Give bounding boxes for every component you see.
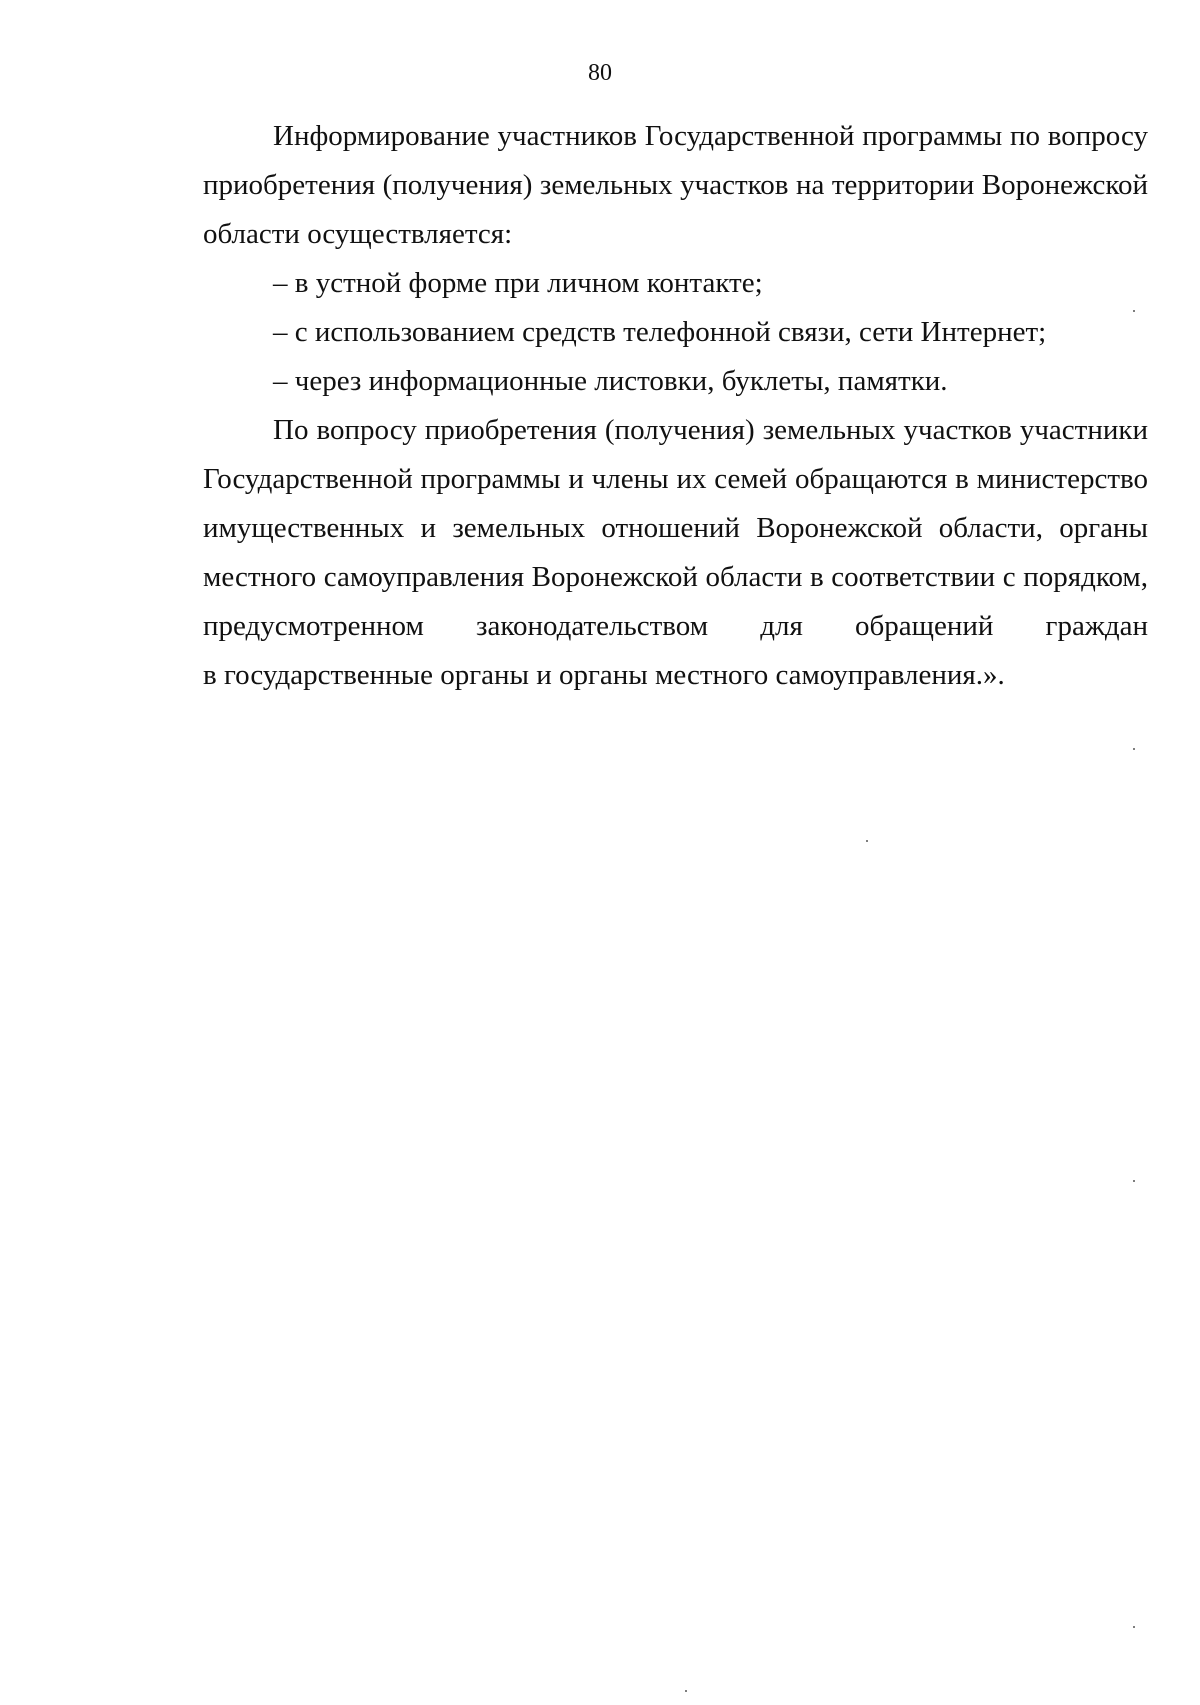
document-body	[203, 112, 1148, 700]
list-item: – через информационные листовки, буклеты, памятки.	[273, 365, 948, 397]
scan-speck	[1133, 310, 1135, 312]
scan-speck	[1133, 1180, 1135, 1182]
closing-paragraph: По вопросу приобретения (получения) земельных участков участники Государственной программы и члены их семей обращаются в министерство имущественных и земельных отношений Воронежской области, органы местного самоуправления Воронежской области в соответствии с порядком, предусмотренном законодательством для обращений граждан	[203, 414, 1148, 642]
scan-speck	[685, 1690, 687, 1692]
page-number: 80	[588, 60, 612, 86]
intro-paragraph: Информирование участников Государственной программы по вопросу приобретения (получения) земельных участков на территории Воронежской области осуществляется:	[203, 120, 1148, 250]
scan-speck	[1133, 748, 1135, 750]
closing-paragraph-end: в государственные органы и органы местного самоуправления.».	[203, 659, 1005, 691]
scan-speck	[1133, 1626, 1135, 1628]
scan-speck	[866, 840, 868, 842]
list-item: – с использованием средств телефонной связи, сети Интернет;	[273, 316, 1047, 348]
list-item: – в устной форме при личном контакте;	[273, 267, 763, 299]
